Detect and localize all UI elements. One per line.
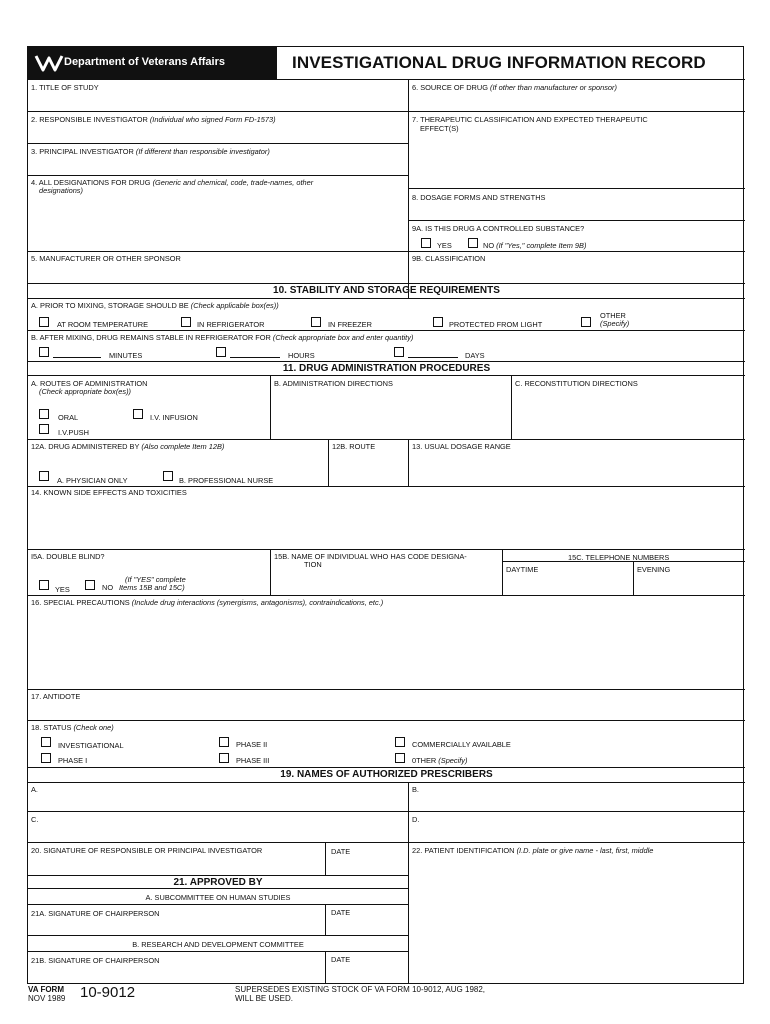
rule (28, 175, 408, 176)
oral-checkbox[interactable] (39, 409, 49, 419)
rule (28, 782, 745, 783)
protected-light-checkbox[interactable] (433, 317, 443, 327)
rule (408, 79, 409, 298)
field-3-label: 3. PRINCIPAL INVESTIGATOR (If different than responsible investigator) (31, 147, 270, 156)
double-blind-note-cont: Items 15B and 15C) (119, 583, 185, 592)
rule (28, 79, 745, 80)
commercial-checkbox[interactable] (395, 737, 405, 747)
physician-label: A. PHYSICIAN ONLY (57, 476, 128, 485)
section-10-title: 10. STABILITY AND STORAGE REQUIREMENTS (273, 285, 500, 296)
field-12b-label: 12B. ROUTE (332, 442, 376, 451)
subcommittee-label: A. SUBCOMMITTEE ON HUMAN STUDIES (145, 893, 291, 902)
protected-light-label: PROTECTED FROM LIGHT (449, 320, 543, 329)
rule (28, 904, 408, 905)
storage-other-checkbox[interactable] (581, 317, 591, 327)
field-15a-label: I5A. DOUBLE BLIND? (31, 552, 105, 561)
rule (28, 361, 745, 362)
iv-infusion-label: I.V. INFUSION (150, 413, 198, 422)
iv-infusion-checkbox[interactable] (133, 409, 143, 419)
double-blind-no-label: NO (102, 583, 114, 592)
footer-supersedes: SUPERSEDES EXISTING STOCK OF VA FORM 10-9012, AUG 1982, (235, 985, 486, 994)
footer-date: NOV 1989 (28, 994, 66, 1003)
rule (408, 220, 745, 221)
iv-push-checkbox[interactable] (39, 424, 49, 434)
rule (28, 486, 745, 487)
rule (28, 375, 745, 376)
rule (28, 935, 408, 936)
rule (270, 375, 271, 439)
prescriber-a-label: A. (31, 785, 38, 794)
footer-va-form: VA FORM (28, 985, 64, 994)
refrigerator-checkbox[interactable] (181, 317, 191, 327)
field-16-label: 16. SPECIAL PRECAUTIONS (Include drug interactions (synergisms, antagonisms), contraindications, etc.) (31, 598, 384, 607)
rule (325, 904, 326, 935)
reconstitution-label: C. RECONSTITUTION DIRECTIONS (515, 379, 638, 388)
freezer-checkbox[interactable] (311, 317, 321, 327)
field-4-label: 4. ALL DESIGNATIONS FOR DRUG (Generic and chemical, code, trade-names, other (31, 178, 314, 187)
form-body (27, 46, 744, 984)
field-21b-label: 21B. SIGNATURE OF CHAIRPERSON (31, 956, 160, 965)
field-22-label: 22. PATIENT IDENTIFICATION (I.D. plate or give name - last, first, middle (412, 846, 654, 855)
rule (408, 782, 409, 984)
field-21b-date-label: DATE (331, 955, 351, 964)
rule (328, 439, 329, 486)
rule (511, 375, 512, 439)
field-6-label: 6. SOURCE OF DRUG (If other than manufacturer or sponsor) (412, 83, 617, 92)
controlled-yes-label: YES (437, 241, 452, 250)
routes-note: (Check appropriate box(es)) (39, 387, 132, 396)
rule (325, 842, 326, 875)
stability-a-label: A. PRIOR TO MIXING, STORAGE SHOULD BE (Check applicable box(es)) (31, 301, 279, 310)
double-blind-note: (If "YES" complete (125, 575, 186, 584)
footer-supersedes-cont: WILL BE USED. (235, 994, 293, 1003)
field-12a-label: 12A. DRUG ADMINISTERED BY (Also complete Item 12B) (31, 442, 225, 451)
controlled-no-checkbox[interactable] (468, 238, 478, 248)
rule (28, 283, 745, 284)
stability-b-label: B. AFTER MIXING, DRUG REMAINS STABLE IN REFRIGERATOR FOR (Check appropriate box and enter quantity) (31, 333, 414, 342)
nurse-label: B. PROFESSIONAL NURSE (179, 476, 274, 485)
field-5-label: 5. MANUFACTURER OR OTHER SPONSOR (31, 254, 181, 263)
rule (28, 767, 745, 768)
rule (28, 298, 745, 299)
field-17-label: 17. ANTIDOTE (31, 692, 81, 701)
rule (325, 951, 326, 984)
rule (28, 951, 408, 952)
field-15b-label-cont: TION (304, 560, 322, 569)
refrigerator-label: IN REFRIGERATOR (197, 320, 265, 329)
field-2-label: 2. RESPONSIBLE INVESTIGATOR (Individual who signed Form FD-1573) (31, 115, 276, 124)
phase3-label: PHASE III (236, 756, 270, 765)
rd-committee-label: B. RESEARCH AND DEVELOPMENT COMMITTEE (132, 940, 304, 949)
commercial-label: COMMERCIALLY AVAILABLE (412, 740, 511, 749)
rule (408, 188, 745, 189)
room-temp-checkbox[interactable] (39, 317, 49, 327)
controlled-yes-checkbox[interactable] (421, 238, 431, 248)
va-logo-banner (28, 47, 277, 79)
phase2-checkbox[interactable] (219, 737, 229, 747)
investigational-label: INVESTIGATIONAL (58, 741, 124, 750)
routes-label: A. ROUTES OF ADMINISTRATION (31, 379, 148, 388)
evening-label: EVENING (637, 565, 671, 574)
daytime-label: DAYTIME (506, 565, 539, 574)
phase1-label: PHASE I (58, 756, 88, 765)
rule (28, 888, 408, 889)
freezer-label: IN FREEZER (328, 320, 372, 329)
rule (28, 595, 745, 596)
rule (28, 720, 745, 721)
status-other-checkbox[interactable] (395, 753, 405, 763)
admin-directions-label: B. ADMINISTRATION DIRECTIONS (274, 379, 393, 388)
controlled-no-label: NO (If "Yes," complete Item 9B) (483, 241, 587, 250)
rule (28, 811, 745, 812)
phase3-checkbox[interactable] (219, 753, 229, 763)
rule (28, 549, 745, 550)
section-19-title: 19. NAMES OF AUTHORIZED PRESCRIBERS (280, 769, 493, 780)
investigational-checkbox[interactable] (41, 737, 51, 747)
va-seal-icon (34, 52, 64, 74)
rule (28, 439, 745, 440)
field-8-label: 8. DOSAGE FORMS AND STRENGTHS (412, 193, 546, 202)
section-21-title: 21. APPROVED BY (173, 877, 263, 888)
status-other-label: 0THER (Specify) (412, 756, 468, 765)
minutes-blank[interactable] (53, 357, 101, 358)
form-title: INVESTIGATIONAL DRUG INFORMATION RECORD (292, 53, 706, 72)
footer-form-number: 10-9012 (80, 984, 136, 1001)
hours-label: HOURS (288, 351, 315, 360)
oral-label: ORAL (58, 413, 79, 422)
hours-blank[interactable] (230, 357, 280, 358)
field-4-note: designations) (39, 186, 83, 195)
double-blind-yes-checkbox[interactable] (39, 580, 49, 590)
field-21a-label: 21A. SIGNATURE OF CHAIRPERSON (31, 909, 160, 918)
physician-checkbox[interactable] (39, 471, 49, 481)
days-checkbox[interactable] (394, 347, 404, 357)
field-13-label: 13. USUAL DOSAGE RANGE (412, 442, 511, 451)
field-15b-label: 15B. NAME OF INDIVIDUAL WHO HAS CODE DESIGNA- (274, 552, 467, 561)
storage-other-specify: (Specify) (600, 319, 630, 328)
rule (408, 439, 409, 486)
room-temp-label: AT ROOM TEMPERATURE (57, 320, 149, 329)
double-blind-no-checkbox[interactable] (85, 580, 95, 590)
field-9a-label: 9A. IS THIS DRUG A CONTROLLED SUBSTANCE? (412, 224, 585, 233)
prescriber-d-label: D. (412, 815, 420, 824)
minutes-checkbox[interactable] (39, 347, 49, 357)
nurse-checkbox[interactable] (163, 471, 173, 481)
rule (28, 111, 745, 112)
rule (28, 330, 745, 331)
field-14-label: 14. KNOWN SIDE EFFECTS AND TOXICITIES (31, 488, 187, 497)
field-20-date-label: DATE (331, 847, 351, 856)
double-blind-yes-label: YES (55, 585, 70, 594)
rule (28, 875, 408, 876)
field-20-label: 20. SIGNATURE OF RESPONSIBLE OR PRINCIPAL INVESTIGATOR (31, 846, 263, 855)
field-9b-label: 9B. CLASSIFICATION (412, 254, 486, 263)
rule (270, 549, 271, 595)
hours-checkbox[interactable] (216, 347, 226, 357)
rule (28, 143, 408, 144)
field-7-label: 7. THERAPEUTIC CLASSIFICATION AND EXPECTED THERAPEUTIC (412, 115, 648, 124)
storage-other-label: OTHER (600, 311, 626, 320)
rule (502, 549, 503, 595)
phase1-checkbox[interactable] (41, 753, 51, 763)
days-blank[interactable] (408, 357, 458, 358)
field-21a-date-label: DATE (331, 908, 351, 917)
prescriber-b-label: B. (412, 785, 419, 794)
iv-push-label: I.V.PUSH (58, 428, 89, 437)
field-18-label: 18. STATUS (Check one) (31, 723, 114, 732)
minutes-label: MINUTES (109, 351, 143, 360)
section-11-title: 11. DRUG ADMINISTRATION PROCEDURES (282, 363, 491, 374)
rule (633, 561, 634, 595)
field-1-label: 1. TITLE OF STUDY (31, 83, 99, 92)
rule (28, 842, 745, 843)
phase2-label: PHASE II (236, 740, 268, 749)
rule (28, 251, 745, 252)
agency-name: Department of Veterans Affairs (64, 56, 225, 68)
prescriber-c-label: C. (31, 815, 39, 824)
field-15c-label: 15C. TELEPHONE NUMBERS (568, 553, 670, 562)
field-7-label-cont: EFFECT(S) (420, 124, 459, 133)
days-label: DAYS (465, 351, 485, 360)
rule (28, 689, 745, 690)
